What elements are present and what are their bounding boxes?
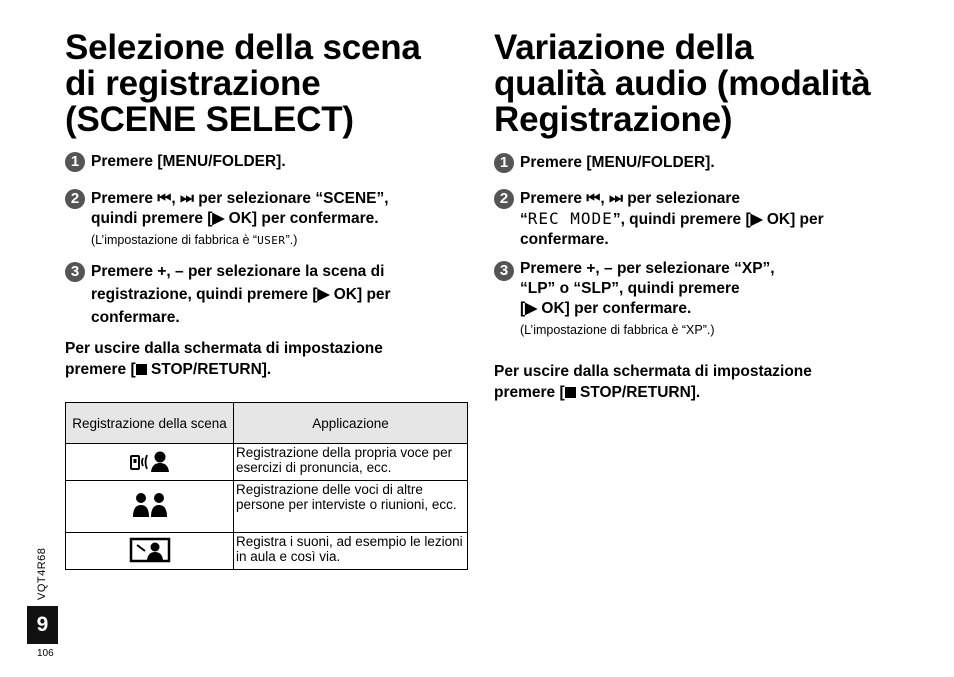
table-row [66, 533, 468, 570]
left-title-line-1: Selezione della scena [65, 28, 421, 67]
left-title-line-2: di registrazione [65, 64, 321, 103]
lcd-rec-mode-text: REC MODE [527, 209, 613, 228]
skip-back-icon: ⏮ [586, 190, 601, 207]
right-section-title [494, 30, 914, 138]
table-header-application: Applicazione [234, 403, 468, 444]
left-step-2-note: (L’impostazione di fabbrica è “USER”.) [91, 233, 298, 247]
scene-table [65, 402, 468, 570]
table-header-row [66, 403, 468, 444]
table-cell-application: Registrazione delle voci di altre persone per interviste o riunioni, ecc. [234, 481, 468, 533]
lcd-user-text: USER [257, 234, 286, 247]
classroom-lecture-icon [129, 537, 171, 563]
right-title-line-3: Registrazione) [494, 100, 733, 139]
step-number-badge: 1 [65, 152, 85, 172]
table-cell-application: Registrazione della propria voce per esercizi di pronuncia, ecc. [234, 444, 468, 481]
two-persons-icon [132, 492, 168, 518]
right-step-1 [494, 153, 904, 173]
left-step-3-text: Premere +, – per selezionare la scena di registrazione, quindi premere [▶ OK] per confermare. [91, 263, 391, 326]
table-cell-icon [66, 481, 234, 533]
table-row [66, 481, 468, 533]
left-step-3 [65, 260, 475, 329]
left-step-1-text: Premere [MENU/FOLDER]. [91, 153, 286, 170]
right-step-3 [494, 259, 904, 338]
right-step-3-text: Premere +, – per selezionare “XP”, “LP” o “SLP”, quindi premere [▶ OK] per confermare. (L’impostazione di fabbrica è “XP”.) [520, 259, 904, 338]
step-number-badge: 3 [65, 262, 85, 282]
right-step-1-text: Premere [MENU/FOLDER]. [520, 154, 715, 171]
left-section-title [65, 30, 465, 138]
right-step-2-text: Premere ⏮, ⏭ per selezionare “REC MODE”, quindi premere [▶ OK] per confermare. [520, 190, 824, 248]
step-number-badge: 2 [494, 189, 514, 209]
step-number-badge: 2 [65, 189, 85, 209]
table-header-scene: Registrazione della scena [66, 403, 234, 444]
left-title-line-3: (SCENE SELECT) [65, 100, 354, 139]
page-sub-number: 106 [37, 648, 54, 659]
right-title-line-2: qualità audio (modalità [494, 64, 871, 103]
skip-back-icon: ⏮ [157, 190, 172, 207]
step-number-badge: 1 [494, 153, 514, 173]
skip-forward-icon: ⏭ [179, 190, 194, 207]
speaker-voice-icon [129, 449, 171, 473]
right-step-2 [494, 189, 904, 250]
step-number-badge: 3 [494, 261, 514, 281]
right-exit-instruction: Per uscire dalla schermata di impostazione premere [ STOP/RETURN]. [494, 363, 812, 401]
table-cell-icon [66, 533, 234, 570]
right-step-3-note: (L’impostazione di fabbrica è “XP”.) [520, 323, 715, 337]
right-title-line-1: Variazione della [494, 28, 754, 67]
left-step-2-text: Premere ⏮, ⏭ per selezionare “SCENE”, quindi premere [▶ OK] per confermare. (L’impostazione di fabbrica è “USER”.) [91, 189, 475, 249]
stop-icon [136, 364, 147, 375]
stop-icon [565, 387, 576, 398]
left-step-2 [65, 189, 475, 249]
left-exit-instruction: Per uscire dalla schermata di impostazione premere [ STOP/RETURN]. [65, 340, 383, 378]
table-row [66, 444, 468, 481]
table-cell-icon [66, 444, 234, 481]
page-number-tab: 9 [27, 606, 58, 644]
left-step-1 [65, 152, 475, 172]
document-code: VQT4R68 [36, 547, 48, 600]
skip-forward-icon: ⏭ [608, 190, 623, 207]
table-cell-application: Registra i suoni, ad esempio le lezioni in aula e così via. [234, 533, 468, 570]
